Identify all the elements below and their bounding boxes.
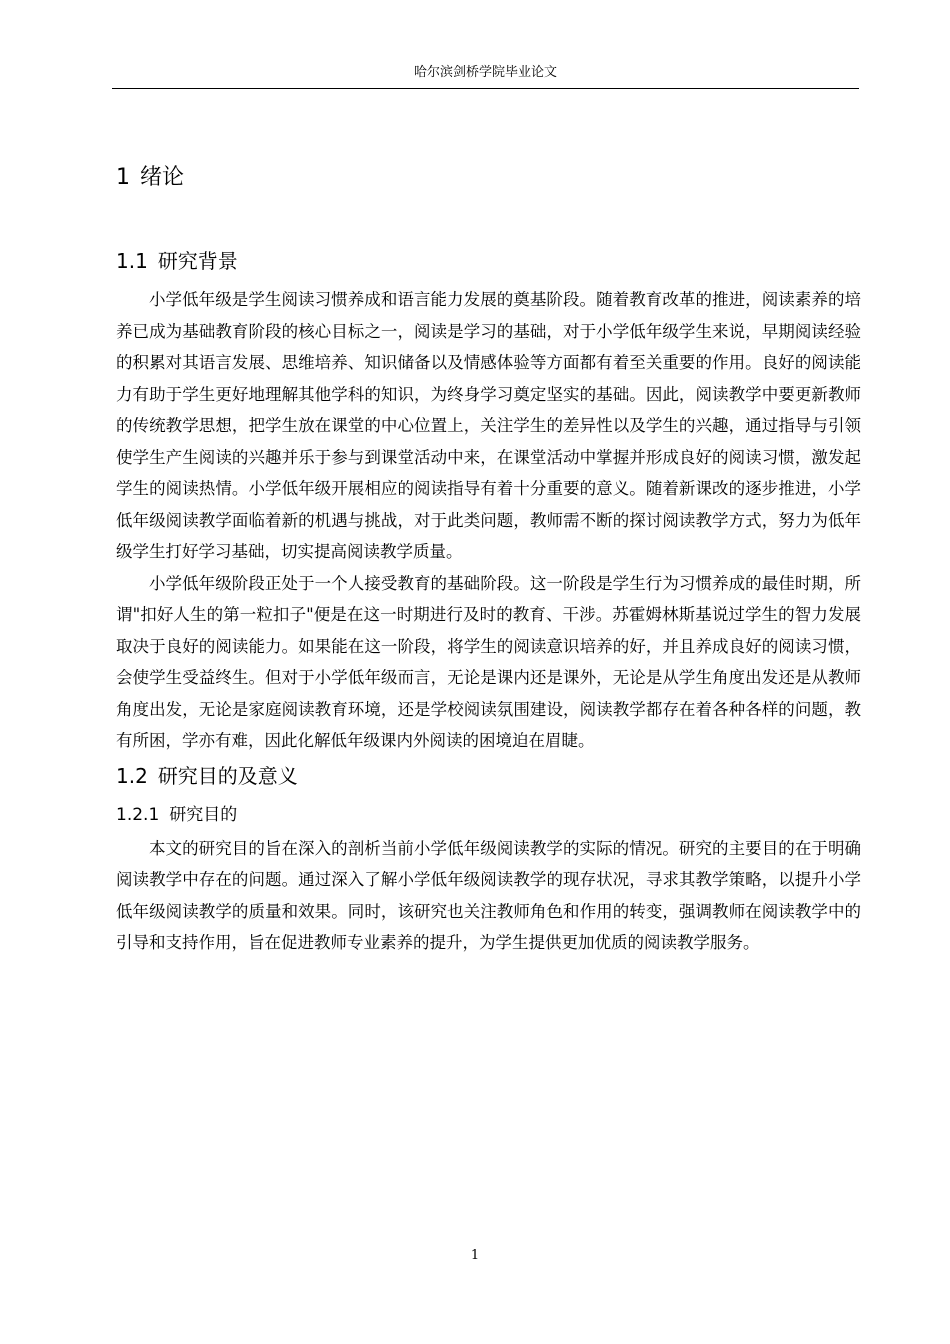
chapter-number: 1	[116, 165, 130, 190]
body-paragraph: 本文的研究目的旨在深入的剖析当前小学低年级阅读教学的实际的情况。研究的主要目的在于明确阅读教学中存在的问题。通过深入了解小学低年级阅读教学的现存状况，寻求其教学策略，以提升小学低年级阅读教学的质量和效果。同时，该研究也关注教师角色和作用的转变，强调教师在阅读教学中的引导和支持作用，旨在促进教师专业素养的提升，为学生提供更加优质的阅读教学服务。	[116, 838, 861, 952]
body-paragraph: 小学低年级是学生阅读习惯养成和语言能力发展的奠基阶段。随着教育改革的推进，阅读素养的培养已成为基础教育阶段的核心目标之一，阅读是学习的基础，对于小学低年级学生来说，早期阅读经验的积累对其语言发展、思维培养、知识储备以及情感体验等方面都有着至关重要的作用。良好的阅读能力有助于学生更好地理解其他学科的知识，为终身学习奠定坚实的基础。因此，阅读教学中要更新教师的传统教学思想，把学生放在课堂的中心位置上，关注学生的差异性以及学生的兴趣，通过指导与引领使学生产生阅读的兴趣并乐于参与到课堂活动中来，在课堂活动中掌握并形成良好的阅读习惯，激发起学生的阅读热情。小学低年级开展相应的阅读指导有着十分重要的意义。随着新课改的逐步推进，小学低年级阅读教学面临着新的机遇与挑战，对于此类问题，教师需不断的探讨阅读教学方式，努力为低年级学生打好学习基础，切实提高阅读教学质量。	[116, 290, 861, 561]
subsection-heading	[116, 799, 861, 831]
section-title: 研究背景	[157, 249, 238, 273]
page-number: 1	[470, 1248, 480, 1263]
running-header	[112, 62, 859, 89]
section-title: 研究目的及意义	[157, 763, 298, 788]
section-heading	[116, 759, 861, 793]
section-heading	[116, 244, 861, 278]
subsection-title: 研究目的	[169, 804, 238, 825]
chapter-title: 绪论	[140, 165, 185, 190]
page-body	[116, 160, 861, 959]
chapter-heading	[116, 160, 861, 196]
section-number: 1.2	[116, 763, 148, 788]
body-paragraph: 小学低年级阶段正处于一个人接受教育的基础阶段。这一阶段是学生行为习惯养成的最佳时期，所谓"扣好人生的第一粒扣子"便是在这一时期进行及时的教育、干涉。苏霍姆林斯基说过学生的智力发展取决于良好的阅读能力。如果能在这一阶段，将学生的阅读意识培养的好，并且养成良好的阅读习惯，会使学生受益终生。但对于小学低年级而言，无论是课内还是课外，无论是从学生角度出发还是从教师角度出发，无论是家庭阅读教育环境，还是学校阅读氛围建设，阅读教学都存在着各种各样的问题，教有所困，学亦有难，因此化解低年级课内外阅读的困境迫在眉睫。	[116, 573, 861, 750]
section-number: 1.1	[116, 249, 148, 273]
subsection-number: 1.2.1	[116, 804, 160, 825]
header-title: 哈尔滨剑桥学院毕业论文	[413, 65, 557, 80]
